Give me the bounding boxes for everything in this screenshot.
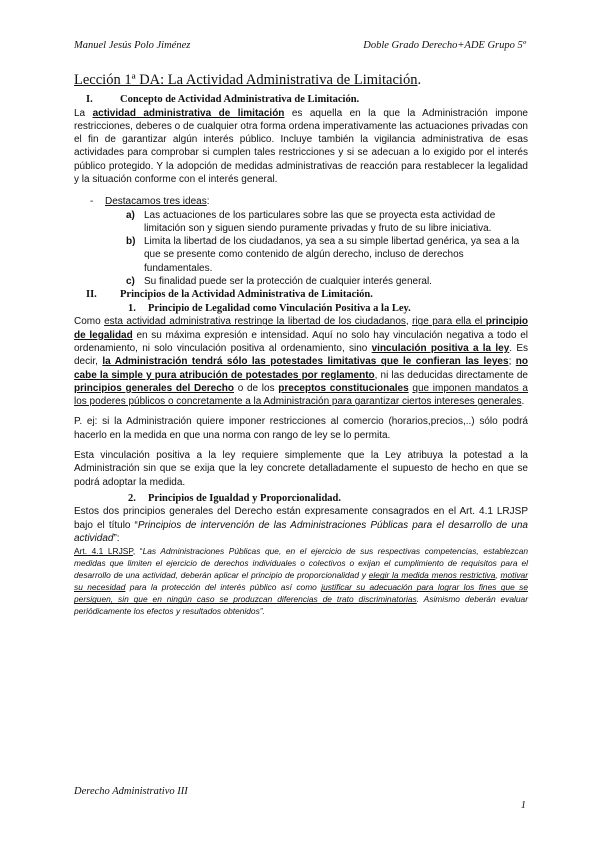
document-body	[74, 72, 528, 617]
text-run: ;	[508, 356, 516, 368]
text-run: o de los	[234, 382, 279, 394]
key-term: vinculación positiva a la ley	[371, 342, 510, 354]
ideas-intro-colon: :	[206, 196, 210, 208]
section-1-title: Concepto de Actividad Administrativa de Limitación.	[120, 94, 360, 105]
text-run: ,	[495, 570, 501, 581]
article-reference: Art. 4.1 LRJSP	[74, 546, 133, 557]
page-header	[74, 40, 526, 54]
text-run: , “	[132, 546, 143, 557]
text-run: La	[74, 107, 93, 119]
list-item-text: Su finalidad puede ser la protección de cualquier interés general.	[144, 276, 432, 288]
key-term: no cabe la simple y pura atribución de potestades por reglamento	[74, 356, 528, 381]
principles-intro-paragraph	[74, 505, 528, 545]
lesson-title	[74, 72, 528, 89]
section-2-title: Principios de la Actividad Administrativa de Limitación.	[120, 289, 373, 301]
text-run: en su máxima expresión e intensidad. Aquí no solo hay vinculación negativa a todo el ordenamiento, ni solo vinculación positiva al ordenamiento, sino	[74, 329, 529, 354]
lesson-title-end: .	[417, 72, 422, 88]
positive-link-paragraph: Esta vinculación positiva a la ley requiere simplemente que la Ley atribuya la potestad a la Administración sin que se exija que la ley concrete detalladamente el supuesto de hecho en que se podrá adoptar la medida.	[74, 450, 528, 488]
section-1-number: I.	[86, 94, 93, 105]
legality-paragraph	[74, 315, 528, 408]
list-item-letter: b)	[126, 236, 136, 248]
section-1-heading	[74, 93, 528, 107]
subsection-1-title: Principio de Legalidad como Vinculación Positiva a la Ley.	[148, 302, 411, 314]
text-run: es aquella en la que la Administración impone restricciones, deberes o de cualquier otra forma ordena imperativamente las actuaciones privadas con el fin de garantizar algún interés público. Incluye también la vigilancia administrativa de esas actividades para comprobar si cumplen tales restricciones y si se adecuan a lo exigido por el interés público protegido. Y la adopción de medidas administrativas de reacción para restablecer la legalidad y la situación conforme con el interés general.	[74, 107, 528, 185]
underlined-text: rige para ella el	[412, 316, 486, 328]
list-item-letter: c)	[126, 276, 135, 288]
underlined-text: esta actividad administrativa restringe la libertad de los ciudadanos	[104, 316, 406, 328]
ideas-intro	[90, 195, 528, 208]
page-number: 1	[520, 800, 526, 811]
ideas-intro-text: Destacamos tres ideas	[105, 196, 207, 208]
text-run: ”:	[113, 533, 120, 545]
list-item-text: Limita la libertad de los ciudadanos, ya sea a su simple libertad genérica, ya sea a la que se presente como contenido de algún derecho, incluso de derechos fundamentales.	[144, 236, 520, 274]
section-2-number: II.	[86, 289, 97, 301]
subsection-2-heading	[74, 492, 528, 506]
quoted-title: Principios de intervención de las Administraciones Públicas para el desarrollo de una actividad	[74, 519, 528, 545]
page-footer: Derecho Administrativo III	[74, 786, 188, 797]
text-run: .	[521, 396, 525, 408]
list-dash: -	[90, 196, 94, 208]
subsection-1-heading	[74, 302, 528, 316]
text-run: Como	[74, 316, 105, 328]
example-paragraph: P. ej: si la Administración quiere imponer restricciones al comercio (horarios,precios,..) sólo podrá hacerlo en la medida en que una norma con rango de ley se lo permita.	[74, 416, 528, 441]
list-item-letter: a)	[126, 209, 135, 221]
text-run: ,	[405, 316, 413, 328]
key-term: preceptos constitucionales	[278, 382, 409, 394]
underlined-text: elegir la medida menos restrictiva	[368, 570, 496, 581]
key-term: principio de legalidad	[74, 316, 528, 341]
lesson-title-text: Lección 1ª DA: La Actividad Administrativa de Limitación	[74, 72, 418, 88]
underlined-text: justificar su adecuación para lograr los fines que se persiguen, sin que en ningún caso se produzcan diferencias de trato discriminatorias	[74, 582, 529, 605]
subsection-2-title: Principios de Igualdad y Proporcionalidad.	[148, 492, 342, 504]
subsection-1-number: 1.	[128, 302, 136, 314]
header-author: Manuel Jesús Polo Jiménez	[74, 40, 191, 51]
key-term: la Administración tendrá sólo las potestades limitativas que le confieran las leyes	[102, 356, 509, 368]
key-term: principios generales del Derecho	[74, 382, 235, 394]
list-item	[126, 209, 528, 236]
list-item-text: Las actuaciones de los particulares sobre las que se proyecta esta actividad de limitación son y siguen siendo puramente privadas y fruto de su libre iniciativa.	[144, 209, 496, 234]
subsection-2-number: 2.	[128, 492, 136, 504]
defined-term: actividad administrativa de limitación	[92, 107, 285, 119]
text-run: Las Administraciones Públicas que, en el ejercicio de sus respectivas competencias, establezcan medidas que limiten el ejercicio de derechos individuales o colectivos o exijan el cumplimiento de requisitos para el desarrollo de una actividad, deberán aplicar el principio de proporcionalidad y	[74, 546, 529, 581]
definition-paragraph	[74, 107, 528, 187]
text-run: . Asimismo deberán evaluar periódicamente los efectos y resultados obtenidos	[74, 594, 528, 617]
underlined-text: motivar su necesidad	[74, 570, 528, 593]
section-2-heading	[74, 288, 528, 302]
text-run: Estos dos principios generales del Derecho están expresamente consagrados en el Art. 4.1 LRJSP bajo el título “	[74, 506, 528, 531]
list-item	[126, 275, 528, 288]
underlined-text: que imponen mandatos a los poderes públicos o concretamente a la Administración para garantizar ciertos intereses generales	[74, 382, 528, 408]
article-quote	[74, 545, 528, 617]
text-run: para la protección del interés público así como	[125, 582, 322, 593]
text-run: , ni las deducidas directamente de	[374, 369, 528, 381]
text-run: ”.	[259, 606, 265, 617]
header-course: Doble Grado Derecho+ADE Grupo 5º	[363, 40, 526, 51]
text-run: . Es decir,	[74, 342, 528, 368]
list-item	[126, 235, 528, 275]
